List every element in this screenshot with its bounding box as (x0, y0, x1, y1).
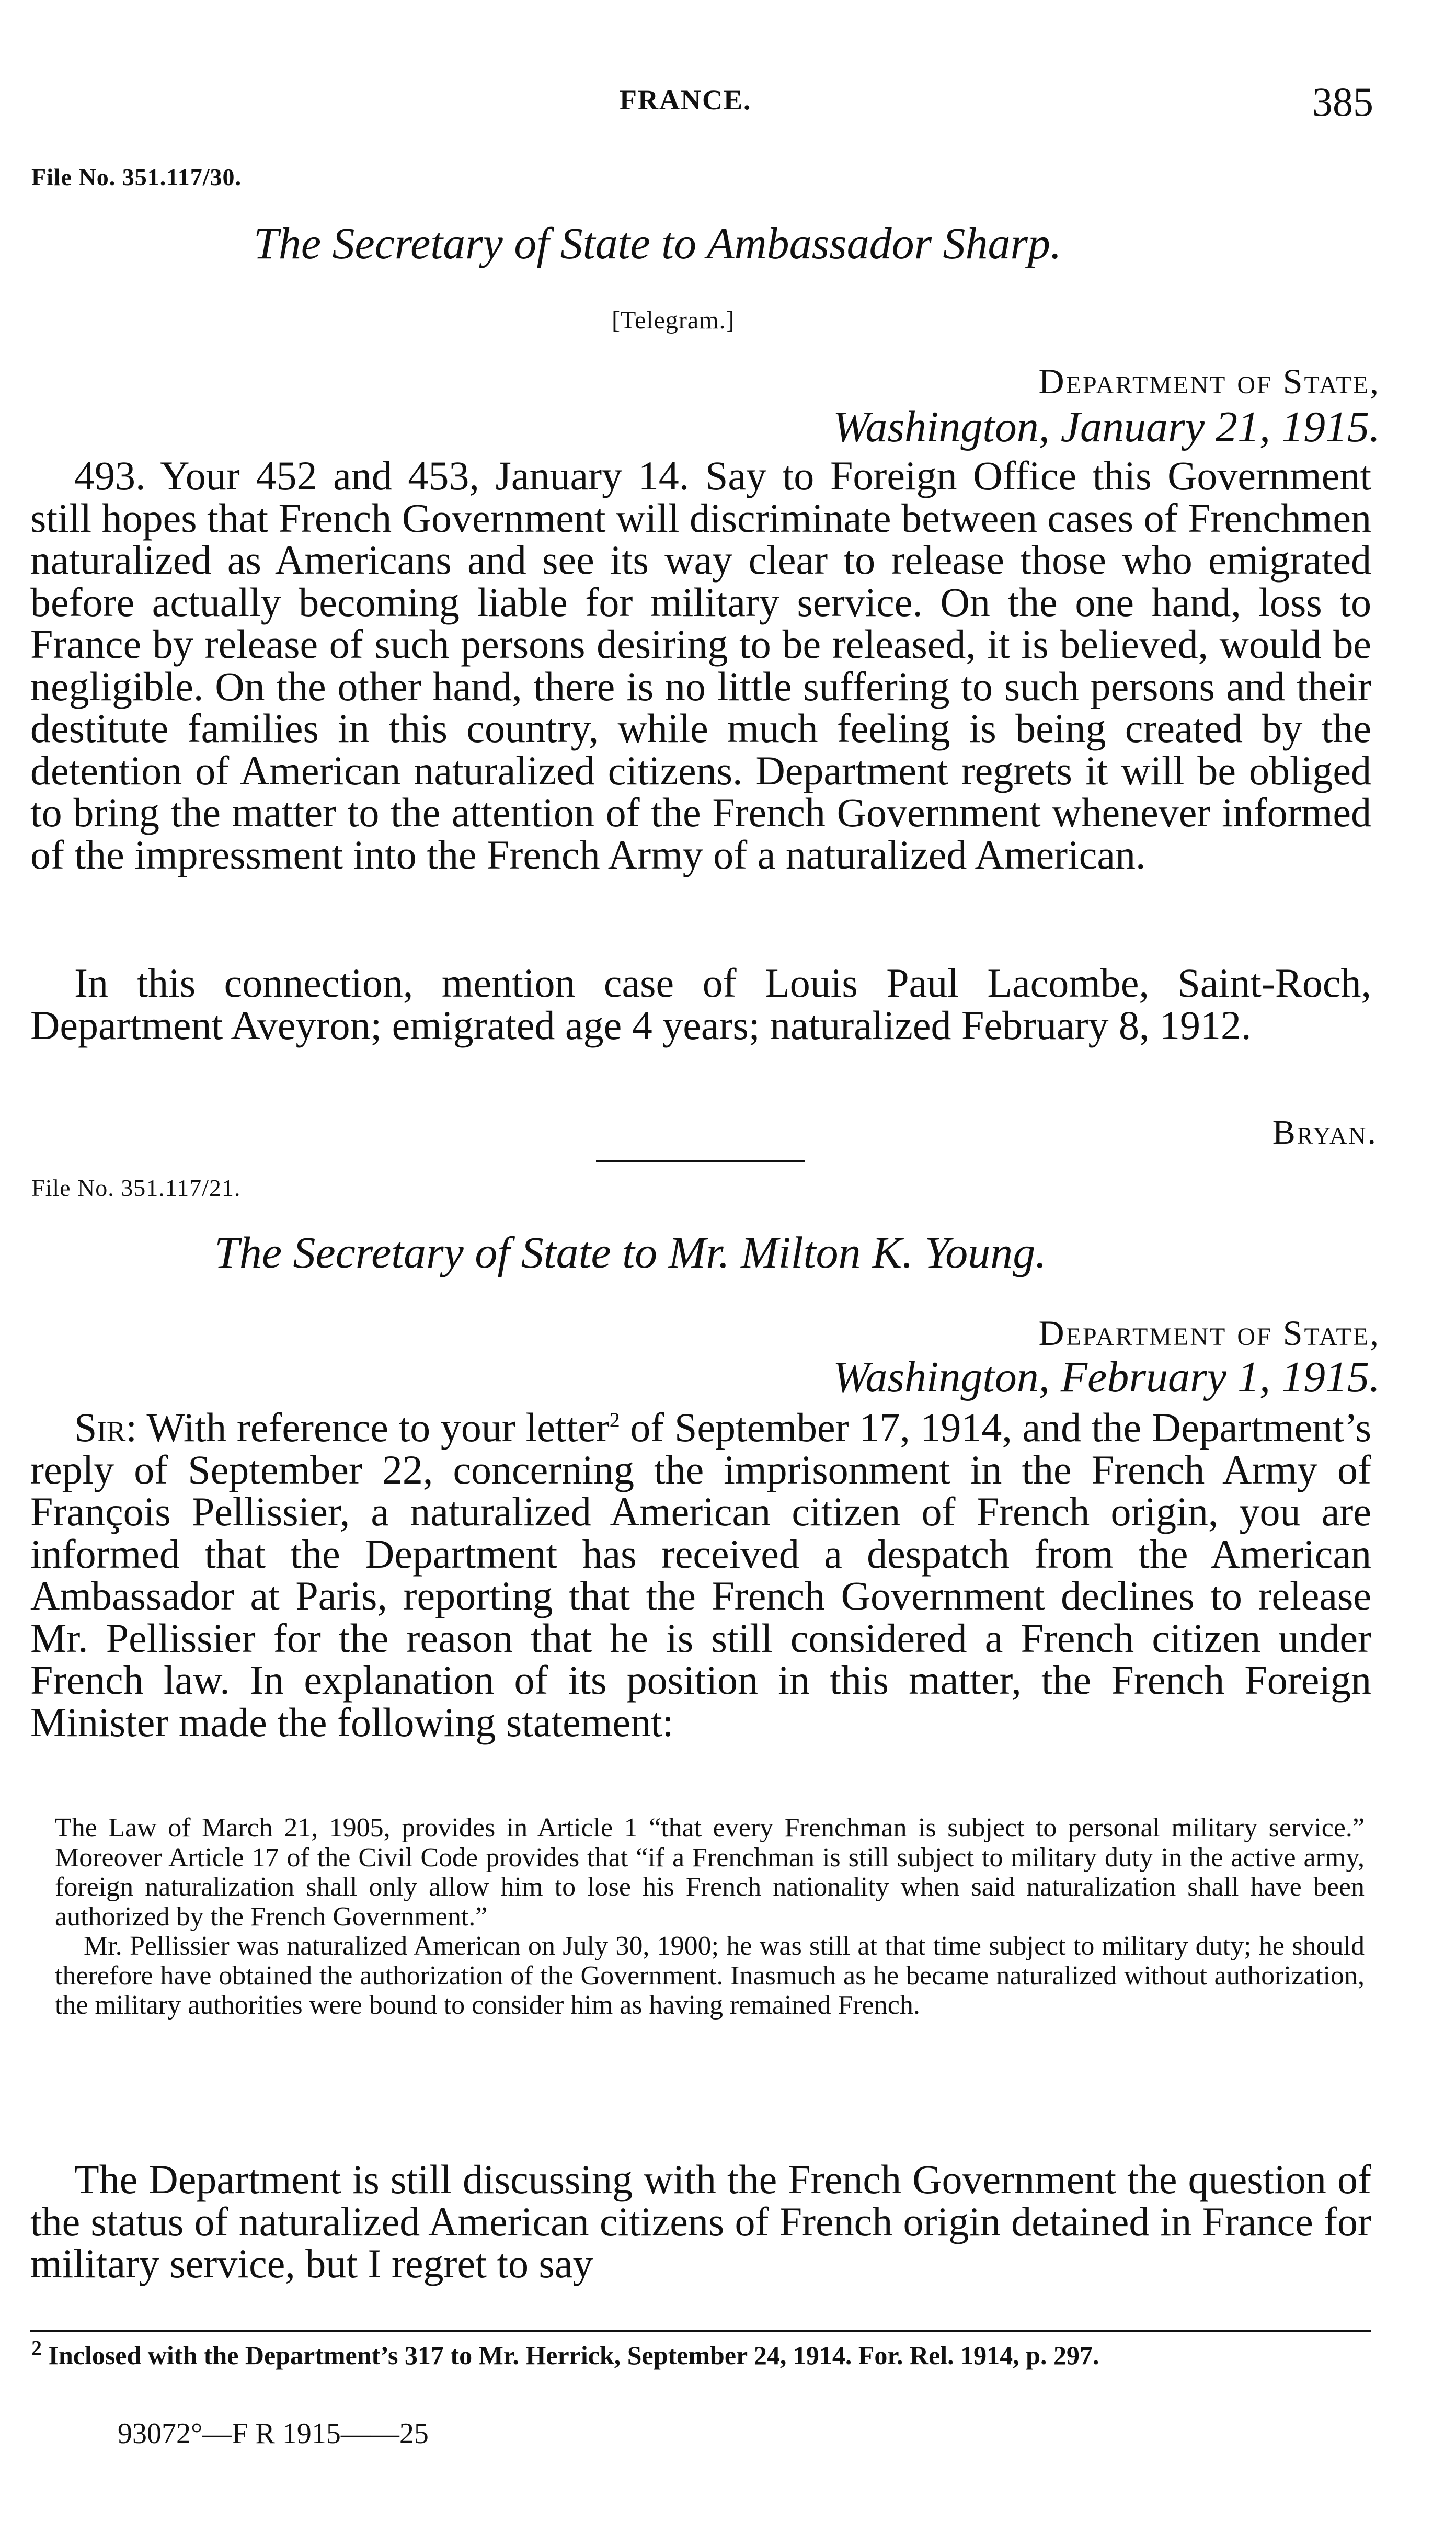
signature: Bryan. (1272, 1113, 1378, 1151)
file-number: File No. 351.117/30. (31, 164, 242, 190)
block-quote (55, 1813, 1365, 2021)
salutation: Sir: (74, 1405, 137, 1450)
body-paragraph (30, 1407, 1371, 1743)
footnote-rule (30, 2330, 1371, 2332)
department-line: Department of State, (1038, 1313, 1380, 1353)
body-paragraph: The Department is still discussing with the French Government the question of the status of naturalized American citizens of French origin detained in France for military service, but I regret to say (30, 2157, 1371, 2286)
quote-paragraph: Mr. Pellissier was naturalized American on July 30, 1900; he was still at that time subject to military duty; he should therefore have obtained the authorization of the Government. Inasmuch as he became naturalized without authorization, the military authorities were bound to consider him as having remained French. (55, 1931, 1365, 2020)
date-line: Washington, January 21, 1915. (833, 403, 1380, 451)
printer-imprint: 93072°—F R 1915——25 (118, 2417, 429, 2450)
body-paragraph: In this connection, mention case of Louis Paul Lacombe, Saint-Roch, Department Aveyron; emigrated age 4 years; naturalized February 8, 1912. (30, 960, 1371, 1048)
footnote-reference: 2 (609, 1408, 620, 1432)
running-head-title: FRANCE. (620, 84, 752, 116)
file-number: File No. 351.117/21. (31, 1174, 241, 1201)
telegram-note: [Telegram.] (612, 306, 735, 334)
footnote-marker: 2 (31, 2336, 42, 2360)
date-line: Washington, February 1, 1915. (833, 1353, 1380, 1401)
document-heading: The Secretary of State to Ambassador Sharp. (254, 218, 1062, 268)
section-divider (596, 1160, 805, 1162)
running-head (0, 78, 1456, 124)
document-heading: The Secretary of State to Mr. Milton K. Young. (214, 1227, 1047, 1277)
body-paragraph: 493. Your 452 and 453, January 14. Say to Foreign Office this Government still hopes that French Government will discriminate between cases of Frenchmen naturalized as Americans and see its way clear to release those who emigrated before actually becoming liable for military service. On the one hand, loss to France by release of such persons desiring to be released, it is believed, would be negligible. On the other hand, there is no little suffering to such persons and their destitute families in this country, while much feeling is being created by the detention of American naturalized citizens. Department regrets it will be obliged to bring the matter to the attention of the French Government whenever informed of the impressment into the French Army of a naturalized American. (30, 453, 1371, 877)
page-number: 385 (1312, 79, 1373, 124)
paragraph-text: With reference to your letter (137, 1405, 610, 1450)
paragraph-text: of September 17, 1914, and the Department’s reply of September 22, concerning the imprisonment in the French Army of François Pellissier, a naturalized American citizen of French origin, you are informed that the Department has received a despatch from the American Ambassador at Paris, reporting that the French Government declines to release Mr. Pellissier for the reason that he is still considered a French citizen under French law. In explanation of its position in this matter, the French Foreign Minister made the following statement: (30, 1405, 1372, 1745)
footnote (31, 2336, 1357, 2370)
quote-paragraph: The Law of March 21, 1905, provides in Article 1 “that every Frenchman is subject to personal military service.” Moreover Article 17 of the Civil Code provides that “if a Frenchman is still subject to military duty in the active army, foreign naturalization shall only allow him to lose his French nationality when said naturalization shall have been authorized by the French Government.” (55, 1813, 1365, 1932)
footnote-text: Inclosed with the Department’s 317 to Mr. Herrick, September 24, 1914. For. Rel. 1914, p. 297. (42, 2341, 1099, 2370)
department-line: Department of State, (1038, 361, 1380, 401)
